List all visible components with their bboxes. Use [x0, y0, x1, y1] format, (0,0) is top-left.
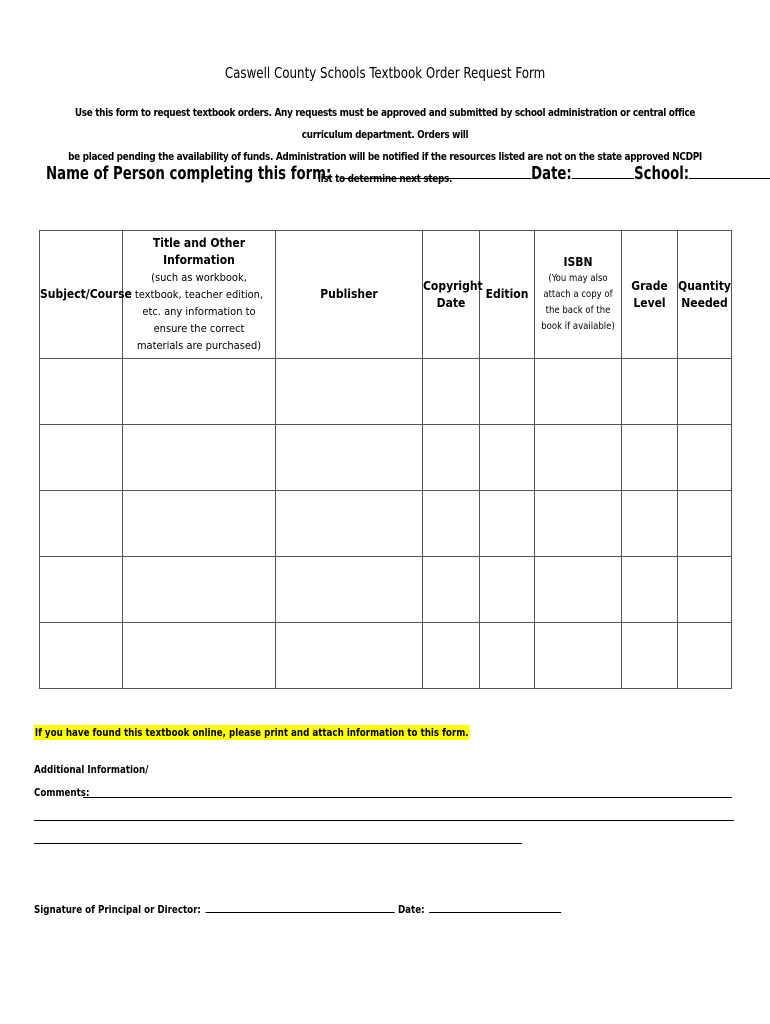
header-quantity-needed: Quantity Needed [678, 231, 732, 359]
signature-date-field[interactable] [429, 902, 561, 913]
additional-info-label: Additional Information/ [34, 763, 149, 776]
cell-publisher[interactable] [276, 491, 423, 557]
cell-copyright[interactable] [423, 425, 480, 491]
cell-copyright[interactable] [423, 557, 480, 623]
cell-quantity[interactable] [678, 491, 732, 557]
name-label: Name of Person completing this form: [46, 163, 332, 184]
cell-title[interactable] [123, 557, 276, 623]
cell-edition[interactable] [480, 557, 535, 623]
order-table-body [40, 359, 732, 689]
school-field[interactable] [689, 162, 770, 179]
signature-date-label: Date: [397, 903, 425, 916]
comments-line-1[interactable] [83, 797, 732, 798]
cell-grade[interactable] [622, 491, 678, 557]
cell-isbn[interactable] [535, 623, 622, 689]
form-title: Caswell County Schools Textbook Order Request Form [224, 64, 546, 82]
cell-isbn[interactable] [535, 491, 622, 557]
header-isbn: ISBN (You may also attach a copy of the back of the book if available) [535, 231, 622, 359]
cell-isbn[interactable] [535, 359, 622, 425]
cell-edition[interactable] [480, 425, 535, 491]
cell-title[interactable] [123, 491, 276, 557]
cell-quantity[interactable] [678, 425, 732, 491]
table-row [40, 623, 732, 689]
cell-publisher[interactable] [276, 425, 423, 491]
cell-quantity[interactable] [678, 359, 732, 425]
cell-subject[interactable] [40, 359, 123, 425]
date-label: Date: [531, 163, 572, 184]
order-table [39, 230, 732, 689]
instructions-line-2: be placed pending the availability of funds. Administration will be notified if the resources listed are not on the state approved NCDPI list to determine next steps. [68, 150, 702, 185]
cell-publisher[interactable] [276, 623, 423, 689]
cell-quantity[interactable] [678, 557, 732, 623]
table-row [40, 425, 732, 491]
comments-label: Comments: [34, 786, 90, 799]
cell-copyright[interactable] [423, 491, 480, 557]
comments-line-2[interactable] [34, 820, 734, 821]
cell-subject[interactable] [40, 623, 123, 689]
cell-title[interactable] [123, 623, 276, 689]
name-field[interactable] [339, 162, 531, 179]
cell-copyright[interactable] [423, 623, 480, 689]
cell-publisher[interactable] [276, 557, 423, 623]
table-row [40, 491, 732, 557]
cell-publisher[interactable] [276, 359, 423, 425]
cell-subject[interactable] [40, 425, 123, 491]
requester-info-line [46, 162, 770, 184]
comments-line-3[interactable] [34, 843, 522, 844]
cell-grade[interactable] [622, 623, 678, 689]
cell-title[interactable] [123, 359, 276, 425]
school-label: School: [634, 163, 690, 184]
signature-line [34, 902, 561, 916]
instructions-line-1: Use this form to request textbook orders. Any requests must be approved and submitted by school administration or central office curriculum department. Orders will [74, 106, 696, 141]
cell-quantity[interactable] [678, 623, 732, 689]
table-header-row [40, 231, 732, 359]
header-subject-course: Subject/Course [40, 231, 123, 359]
table-row [40, 557, 732, 623]
header-grade-level: Grade Level [622, 231, 678, 359]
header-publisher: Publisher [276, 231, 423, 359]
cell-subject[interactable] [40, 557, 123, 623]
date-field[interactable] [572, 162, 634, 179]
table-row [40, 359, 732, 425]
cell-copyright[interactable] [423, 359, 480, 425]
header-edition: Edition [480, 231, 535, 359]
online-textbook-notice: If you have found this textbook online, please print and attach information to this form. [34, 726, 469, 739]
cell-isbn[interactable] [535, 557, 622, 623]
cell-title[interactable] [123, 425, 276, 491]
principal-signature-field[interactable] [206, 902, 395, 913]
header-copyright-date: Copyright Date [423, 231, 480, 359]
cell-grade[interactable] [622, 557, 678, 623]
cell-grade[interactable] [622, 359, 678, 425]
cell-subject[interactable] [40, 491, 123, 557]
principal-signature-label: Signature of Principal or Director: [34, 903, 201, 916]
cell-edition[interactable] [480, 491, 535, 557]
cell-isbn[interactable] [535, 425, 622, 491]
cell-edition[interactable] [480, 359, 535, 425]
cell-edition[interactable] [480, 623, 535, 689]
cell-grade[interactable] [622, 425, 678, 491]
header-title-info: Title and Other Information (such as workbook, textbook, teacher edition, etc. any information to ensure the correct materials are purchased) [123, 231, 276, 359]
